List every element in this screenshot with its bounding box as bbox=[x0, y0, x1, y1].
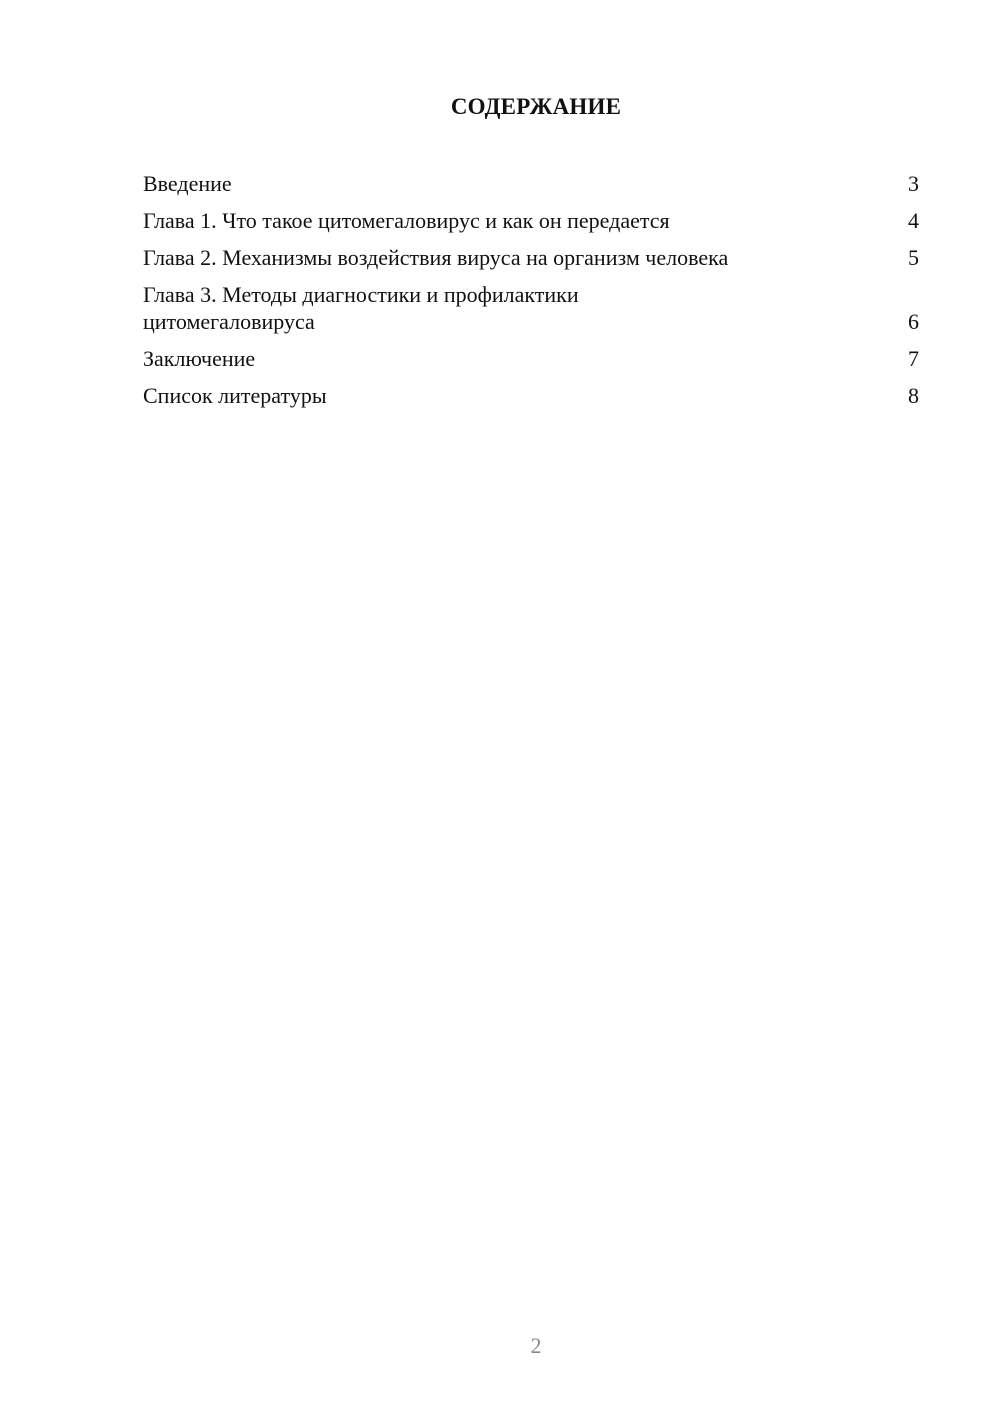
toc-entry-references bbox=[143, 382, 919, 409]
toc-entry-label: Глава 3. Методы диагностики и профилактики цитомегаловируса bbox=[143, 282, 579, 334]
toc-entry-conclusion bbox=[143, 345, 919, 372]
toc-entry-page: 6 bbox=[908, 309, 919, 334]
toc-entry-chapter-1 bbox=[143, 207, 919, 234]
toc-entry-page: 8 bbox=[908, 383, 919, 408]
toc-entry-page: 4 bbox=[908, 208, 919, 233]
toc-entry-label: Введение bbox=[143, 171, 232, 196]
toc-entry-label: Глава 2. Механизмы воздействия вируса на организм человека bbox=[143, 245, 729, 270]
toc-entry-chapter-3 bbox=[143, 281, 919, 335]
toc-entry-label: Список литературы bbox=[143, 383, 327, 408]
toc-entry-chapter-2 bbox=[143, 244, 919, 271]
page-title: СОДЕРЖАНИЕ bbox=[450, 94, 622, 119]
toc-entry-label: Глава 1. Что такое цитомегаловирус и как он передается bbox=[143, 208, 670, 233]
table-of-contents bbox=[143, 170, 919, 419]
toc-entry-page: 3 bbox=[908, 171, 919, 196]
toc-entry-introduction bbox=[143, 170, 919, 197]
toc-entry-page: 5 bbox=[908, 245, 919, 270]
toc-entry-label: Заключение bbox=[143, 346, 256, 371]
page-number: 2 bbox=[530, 1333, 542, 1358]
toc-entry-page: 7 bbox=[908, 346, 919, 371]
